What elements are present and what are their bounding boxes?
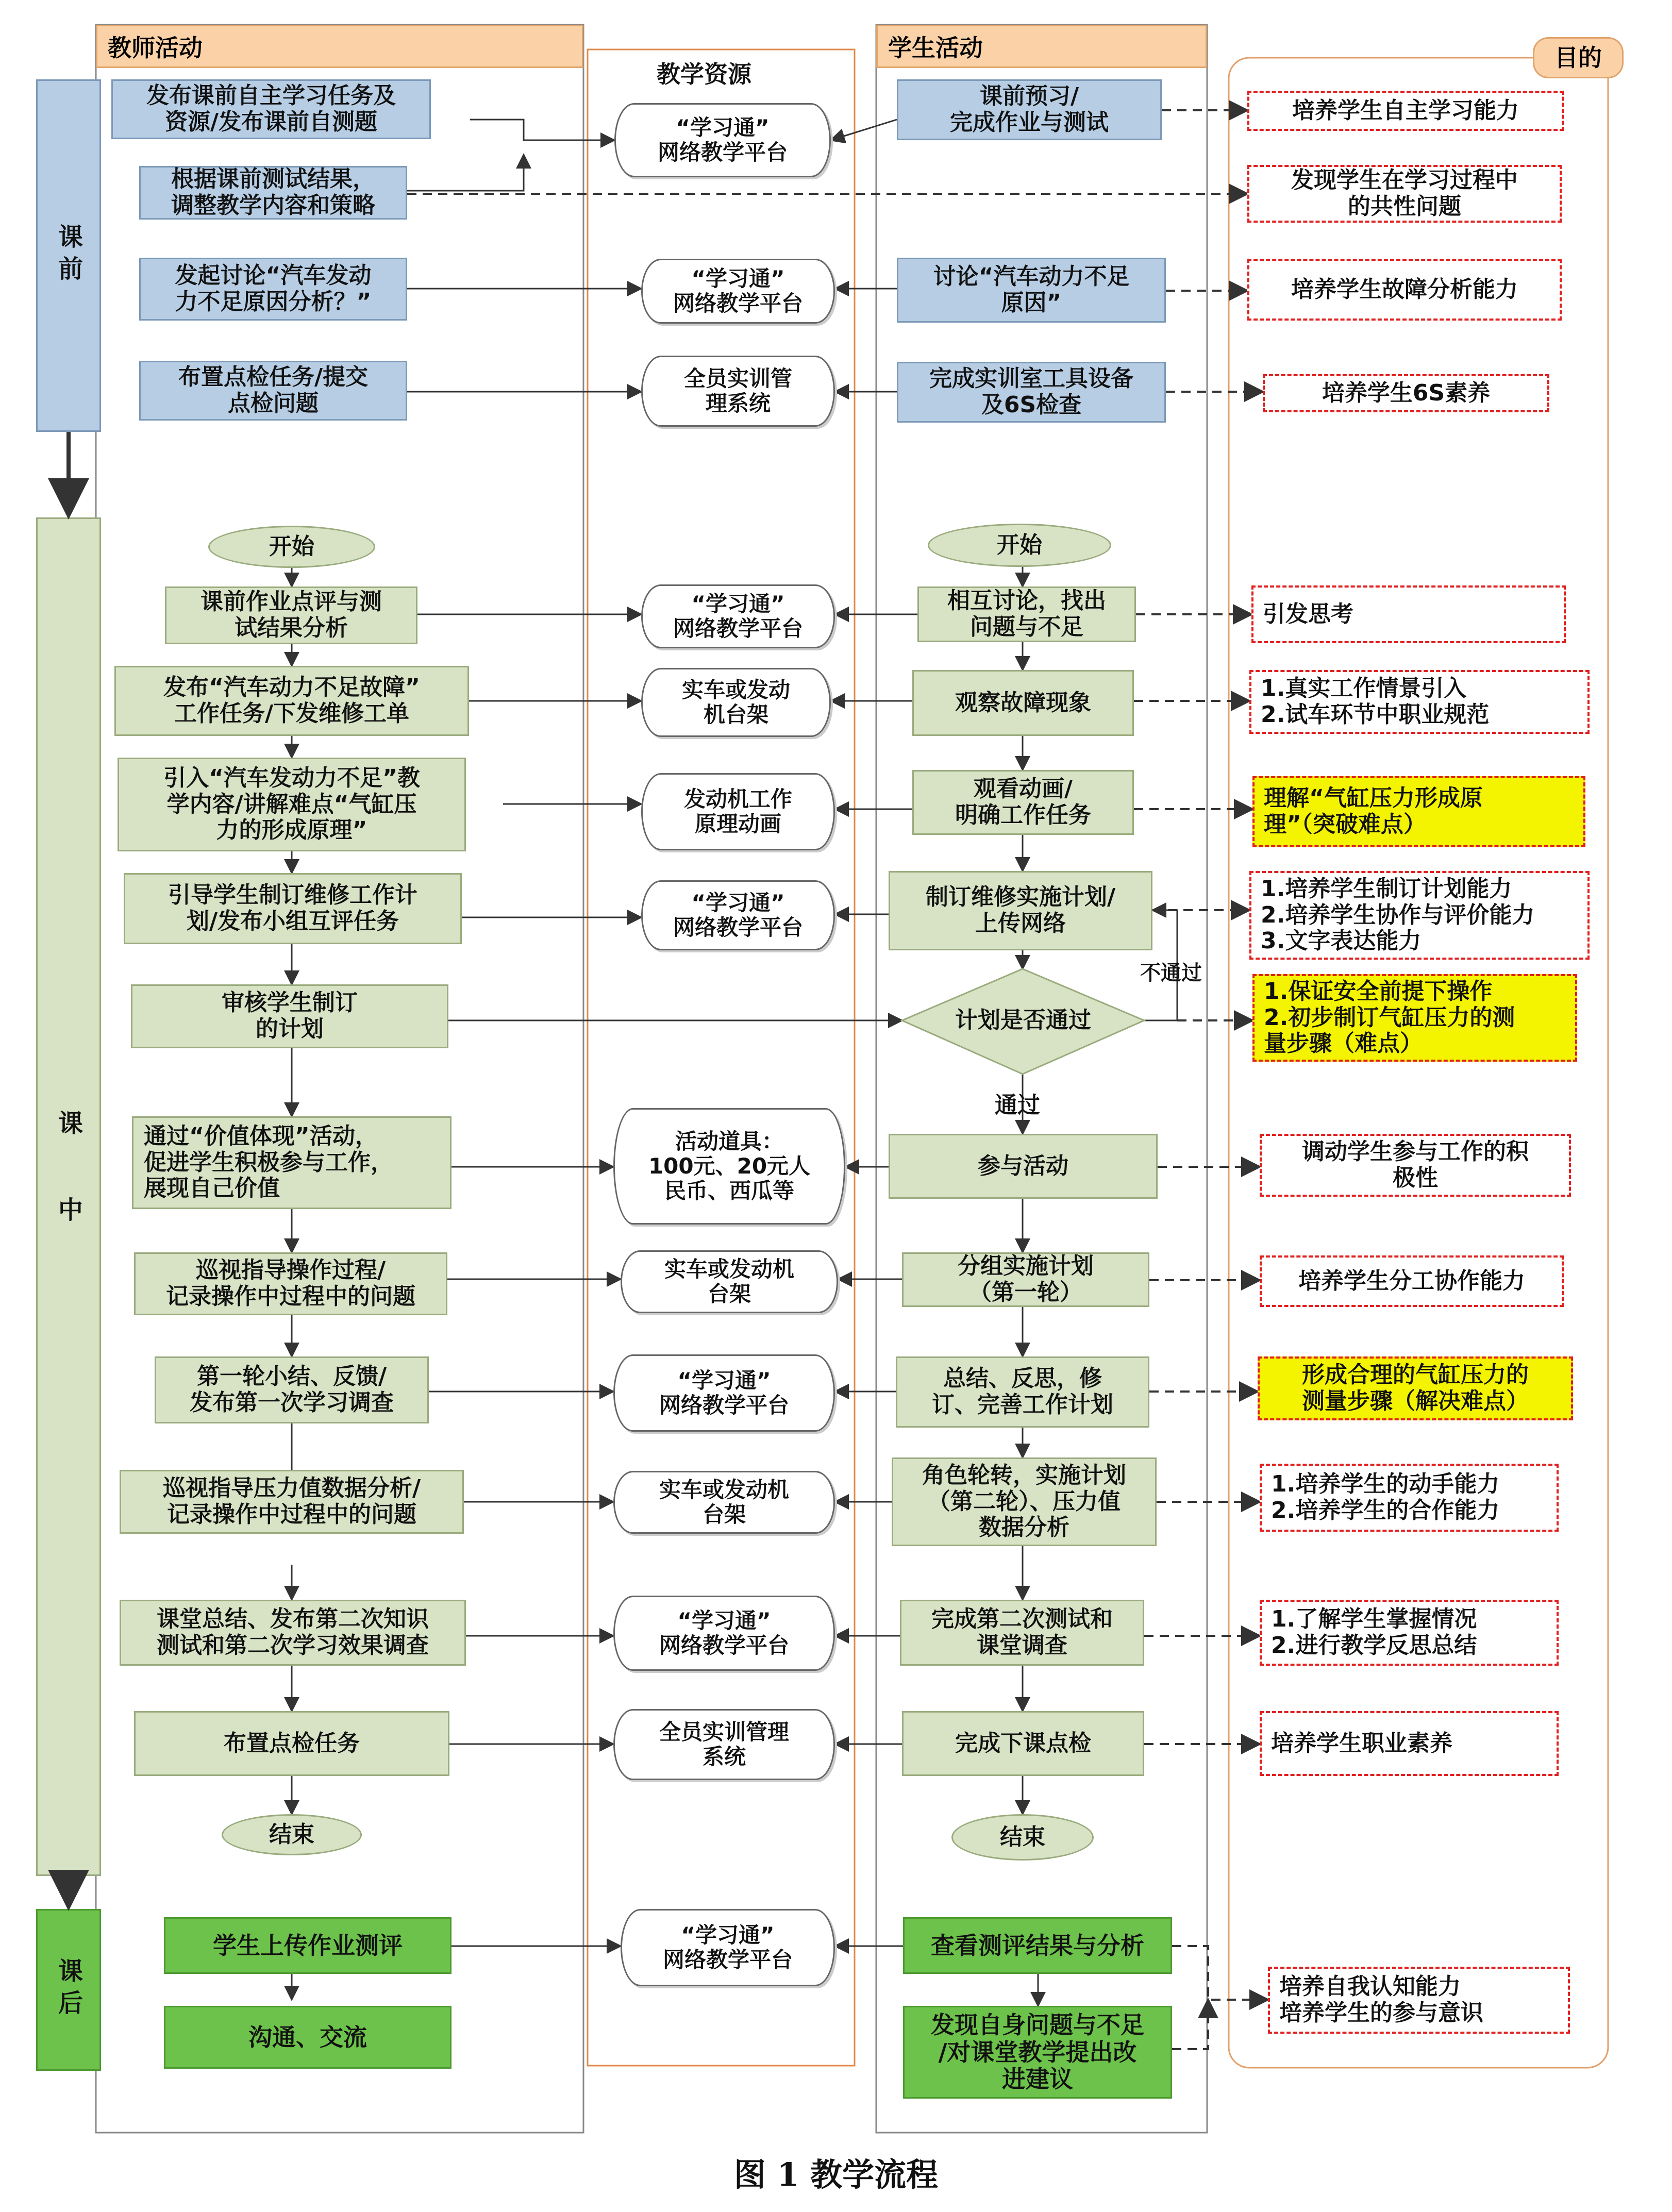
- student-end: 结束: [951, 1814, 1094, 1861]
- teacher-review-plan: 审核学生制订 的计划: [131, 984, 448, 1048]
- goal-division-cooperation: 培养学生分工协作能力: [1260, 1255, 1564, 1307]
- resource-training-system-2: 全员实训管理 系统: [613, 1709, 835, 1780]
- goal-plan-ability: 1.培养学生制订计划能力 2.培养学生协作与评价能力 3.文字表达能力: [1249, 871, 1590, 960]
- goal-hands-on: 1.培养学生的动手能力 2.培养学生的合作能力: [1260, 1464, 1559, 1532]
- student-6s-check: 完成实训室工具设备 及6S检查: [897, 362, 1166, 423]
- student-find-problems: 发现自身问题与不足 /对课堂教学提出改 进建议: [903, 2006, 1172, 2099]
- phase-in-class: 课中: [36, 517, 101, 1876]
- teacher-explain-difficulty: 引入“汽车发动力不足”教 学内容/讲解难点“气缸压 力的形成原理”: [118, 758, 466, 851]
- teacher-adjust-content: 根据课前测试结果， 调整教学内容和策略: [139, 166, 407, 220]
- student-start: 开始: [928, 524, 1111, 567]
- resource-xuexitong-4: “学习通” 网络教学平台: [641, 880, 835, 950]
- student-watch-animation: 观看动画/ 明确工作任务: [912, 770, 1134, 835]
- goal-motivation: 调动学生参与工作的积 极性: [1260, 1134, 1571, 1197]
- lane-header-teacher: 教师活动: [96, 25, 583, 68]
- phase-post-class: 课后: [36, 1909, 101, 2071]
- goal-find-common-problems: 发现学生在学习过程中 的共性问题: [1247, 165, 1562, 223]
- goal-professional: 培养学生职业素养: [1260, 1711, 1559, 1776]
- teacher-launch-discussion: 发起讨论“汽车发动 力不足原因分析？”: [139, 258, 407, 321]
- lane-header-goal: 目的: [1533, 37, 1624, 78]
- goal-self-learning: 培养学生自主学习能力: [1247, 91, 1564, 131]
- teacher-publish-fault-task: 发布“汽车动力不足故障” 工作任务/下发维修工单: [114, 666, 469, 736]
- resource-xuexitong-1: “学习通” 网络教学平台: [614, 103, 831, 177]
- student-observe-fault: 观察故障现象: [912, 670, 1134, 736]
- resource-vehicle-bench-1: 实车或发动 机台架: [641, 668, 831, 737]
- goal-understand-principle: 理解“气缸压力形成原 理”（突破难点）: [1252, 776, 1585, 847]
- goal-safe-operation: 1.保证安全前提下操作 2.初步制订气缸压力的测 量步骤（难点）: [1252, 974, 1577, 1062]
- teacher-class-summary: 课堂总结、发布第二次知识 测试和第二次学习效果调查: [120, 1600, 466, 1666]
- student-make-plan: 制订维修实施计划/ 上传网络: [889, 871, 1152, 950]
- teacher-publish-preclass-task: 发布课前自主学习任务及 资源/发布课前自测题: [111, 79, 431, 139]
- student-end-check: 完成下课点检: [902, 1711, 1144, 1776]
- goal-measurement-steps: 形成合理的气缸压力的 测量步骤（解决难点）: [1258, 1356, 1573, 1420]
- lane-header-resource: 教学资源: [657, 60, 751, 88]
- resource-xuexitong-3: “学习通” 网络教学平台: [641, 584, 835, 648]
- label-not-pass: 不通过: [1140, 961, 1202, 985]
- teacher-assign-check: 布置点检任务: [134, 1711, 449, 1776]
- figure-caption: 图 1 教学流程: [733, 2156, 939, 2193]
- student-preview: 课前预习/ 完成作业与测试: [897, 79, 1162, 140]
- goal-inspire-thinking: 引发思考: [1251, 585, 1566, 643]
- teacher-patrol-first: 巡视指导操作过程/ 记录操作中过程中的问题: [134, 1252, 447, 1315]
- teacher-guide-plan: 引导学生制订维修工作计 划/发布小组互评任务: [124, 873, 462, 944]
- student-discuss: 讨论“汽车动力不足 原因”: [897, 258, 1166, 323]
- teacher-review-homework: 课前作业点评与测 试结果分析: [165, 586, 417, 644]
- goal-self-awareness: 培养自我认知能力 培养学生的参与意识: [1268, 1967, 1570, 2034]
- resource-xuexitong-2: “学习通” 网络教学平台: [641, 259, 835, 324]
- teacher-end: 结束: [222, 1814, 362, 1855]
- student-first-round: 分组实施计划 （第一轮）: [902, 1252, 1149, 1307]
- teacher-first-summary: 第一轮小结、反馈/ 发布第一次学习调查: [155, 1356, 429, 1423]
- student-join-activity: 参与活动: [889, 1134, 1158, 1199]
- goal-fault-analysis: 培养学生故障分析能力: [1247, 259, 1562, 321]
- resource-xuexitong-5: “学习通” 网络教学平台: [613, 1354, 835, 1432]
- student-second-test: 完成第二次测试和 课堂调查: [900, 1600, 1144, 1666]
- teacher-start: 开始: [208, 526, 375, 568]
- student-view-results: 查看测评结果与分析: [903, 1917, 1172, 1974]
- goal-6s: 培养学生6S素养: [1263, 374, 1549, 412]
- resource-vehicle-bench-2: 实车或发动机 台架: [621, 1250, 838, 1313]
- resource-engine-animation: 发动机工作 原理动画: [641, 773, 835, 850]
- resource-activity-props: 活动道具： 100元、20元人 民币、西瓜等: [613, 1108, 845, 1225]
- teacher-assign-check-task: 布置点检任务/提交 点检问题: [139, 361, 407, 421]
- teacher-patrol-second: 巡视指导压力值数据分析/ 记录操作中过程中的问题: [120, 1470, 464, 1534]
- student-revise-plan: 总结、反思，修 订、完善工作计划: [896, 1356, 1149, 1428]
- resource-training-system-1: 全员实训管 理系统: [641, 356, 835, 427]
- resource-xuexitong-6: “学习通” 网络教学平台: [613, 1596, 835, 1671]
- teacher-value-activity: 通过“价值体现”活动， 促进学生积极参与工作， 展现自己价值: [132, 1116, 452, 1209]
- decision-label: 计划是否通过: [955, 1007, 1091, 1033]
- lane-header-student: 学生活动: [876, 25, 1207, 68]
- resource-xuexitong-7: “学习通” 网络教学平台: [621, 1909, 835, 1986]
- phase-pre-class: 课前: [36, 79, 101, 432]
- student-mutual-discussion: 相互讨论，找出 问题与不足: [917, 586, 1136, 642]
- goal-reflection: 1.了解学生掌握情况 2.进行教学反思总结: [1260, 1600, 1559, 1666]
- goal-real-scenario: 1.真实工作情景引入 2.试车环节中职业规范: [1249, 670, 1590, 734]
- label-pass: 通过: [995, 1092, 1040, 1118]
- student-second-round: 角色轮转，实施计划 （第二轮）、压力值 数据分析: [892, 1457, 1157, 1546]
- teacher-communicate: 沟通、交流: [164, 2006, 452, 2069]
- resource-vehicle-bench-3: 实车或发动机 台架: [613, 1471, 835, 1534]
- teacher-upload-eval: 学生上传作业测评: [164, 1917, 452, 1974]
